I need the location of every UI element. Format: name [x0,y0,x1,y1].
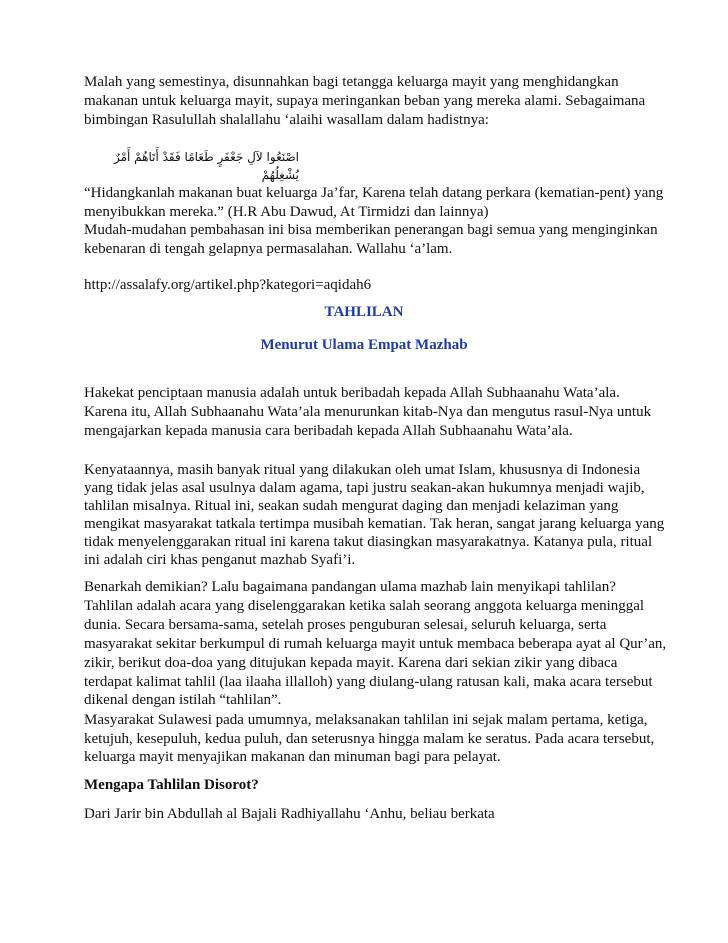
page-subtitle: Menurut Ulama Empat Mazhab [260,337,468,353]
text-line: dunia. Secara bersama-sama, setelah proses penguburan selesai, seluruh keluarga, serta [84,617,607,633]
text-line: Dari Jarir bin Abdullah al Bajali Radhiyallahu ‘Anhu, beliau berkata [84,806,495,822]
text-line: ini adalah ciri khas penganut mazhab Syafi’i. [84,552,356,568]
text-line: Karena itu, Allah Subhaanahu Wata’ala menurunkan kitab-Nya dan mengutus rasul-Nya untuk [84,404,652,420]
text-line: Kenyataannya, masih banyak ritual yang dilakukan oleh umat Islam, khususnya di Indonesia [84,462,641,478]
text-line: terdapat kalimat tahlil (laa ilaaha illalloh) yang diulang-ulang ratusan kali, maka acara tersebut [84,674,653,690]
text-line: kebenaran di tengah gelapnya permasalahan. Wallahu ‘a’lam. [84,241,453,257]
text-line: Mudah-mudahan pembahasan ini bisa memberikan penerangan bagi semua yang menginginkan [84,222,658,238]
text-line: Benarkah demikian? Lalu bagaimana pandangan ulama mazhab lain menyikapi tahlilan? [84,579,616,595]
text-line: tidak menyelenggarakan ritual ini karena takut diasingkan masyarakatnya. Katanya pula, ritual [84,534,653,550]
text-line: Tahlilan adalah acara yang diselenggarakan ketika salah seorang anggota keluarga meninggal [84,598,645,614]
text-line: Masyarakat Sulawesi pada umumnya, melaksanakan tahlilan ini sejak malam pertama, ketiga, [84,712,648,728]
text-line: zikir, berikut doa-doa yang ditujukan kepada mayit. Karena dari sekian zikir yang dibaca [84,655,618,671]
arabic-hadith: اصْنَعُوا لآلِ جَعْفَرٍ طَعَامًا فَقَدْ أَتَاهُمْ أَمْرٌ يُشْغِلُهُمْ [113,150,299,182]
text-line: tahlilan misalnya. Ritual ini, seakan sudah mengurat daging dan menjadi kelaziman yang [84,498,619,514]
text-line: bimbingan Rasulullah shalallahu ‘alaihi wasallam dalam hadistnya: [84,112,489,128]
text-line: Malah yang semestinya, disunnahkan bagi tetangga keluarga mayit yang menghidangkan [84,74,619,90]
text-line: “Hidangkanlah makanan buat keluarga Ja’far, Karena telah datang perkara (kematian-pent) yang [84,185,664,201]
section-heading: Mengapa Tahlilan Disorot? [84,777,259,793]
text-line: menyibukkan mereka.” (H.R Abu Dawud, At Tirmidzi dan lainnya) [84,204,489,220]
source-url: http://assalafy.org/artikel.php?kategori=aqidah6 [84,277,372,293]
text-line: keluarga mayit menyajikan makanan dan minuman bagi para pelayat. [84,749,501,765]
text-line: dikenal dengan istilah “tahlilan”. [84,692,282,708]
text-line: Hakekat penciptaan manusia adalah untuk beribadah kepada Allah Subhaanahu Wata’ala. [84,385,620,401]
text-line: ketujuh, kesepuluh, kedua puluh, dan seterusnya hingga malam ke seratus. Pada acara tersebut, [84,731,655,747]
text-line: mengikat masyarakat tatkala tertimpa musibah kematian. Tak heran, sangat jarang keluarga yang [84,516,665,532]
text-line: yang tidak jelas asal usulnya dalam agama, tapi justru seakan-akan hukumnya menjadi wajib, [84,480,645,496]
page-title: TAHLILAN [324,304,404,320]
text-line: masyarakat sekitar berkumpul di rumah keluarga mayit untuk membaca beberapa ayat al Qur’an, [84,636,667,652]
text-line: makanan untuk keluarga mayit, supaya meringankan beban yang mereka alami. Sebagaimana [84,93,646,109]
text-line: mengajarkan kepada manusia cara beribadah kepada Allah Subhaanahu Wata’ala. [84,423,573,439]
